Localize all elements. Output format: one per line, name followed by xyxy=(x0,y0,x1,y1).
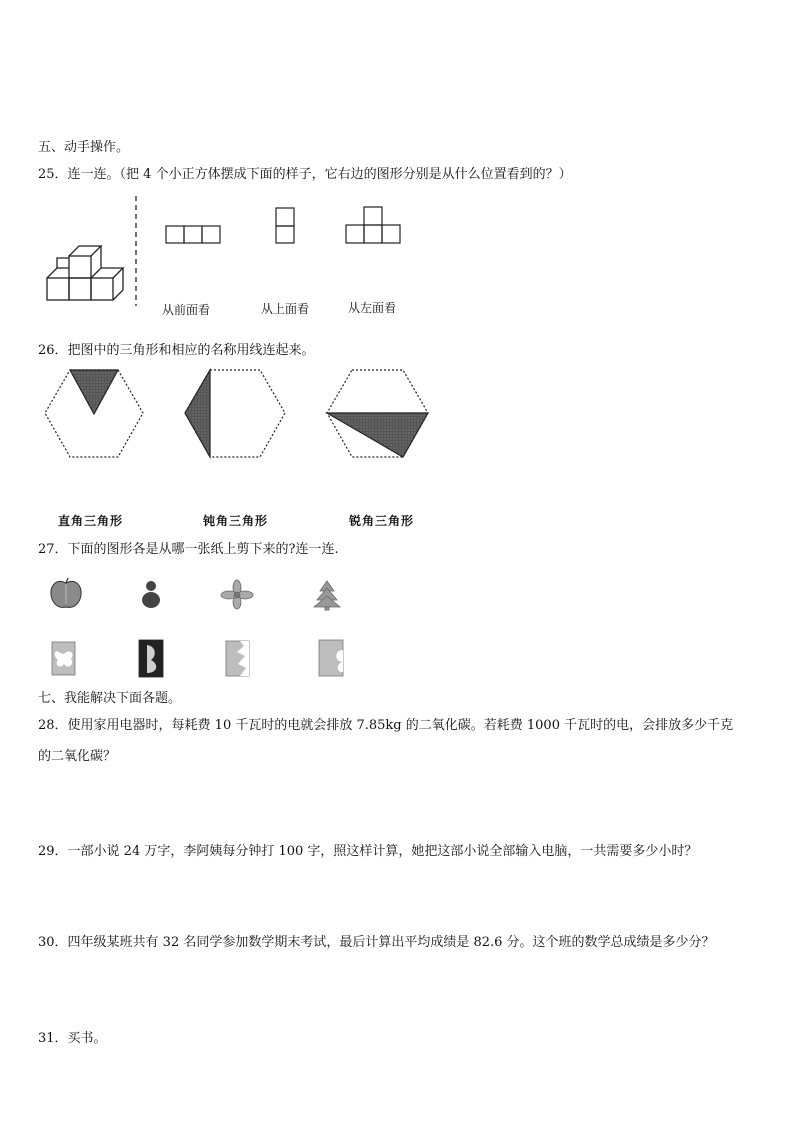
tree-icon xyxy=(314,581,340,610)
apple-icon xyxy=(51,578,81,607)
question-26-text: 26．把图中的三角形和相应的名称用线连起来。 xyxy=(38,343,315,358)
question-30-text: 30．四年级某班共有 32 名同学参加数学期末考试，最后计算出平均成绩是 82.6 分。这个班的数学总成绩是多少分？ xyxy=(38,935,715,950)
cut-paper-3 xyxy=(226,641,249,676)
flower-icon xyxy=(221,580,253,609)
gourd-icon xyxy=(142,581,160,608)
label-right-triangle: 直角三角形 xyxy=(58,514,124,528)
label-front-view: 从前面看 xyxy=(162,303,211,317)
question-29-text: 29．一部小说 24 万字，李阿姨每分钟打 100 字，照这样计算，她把这部小说全部输入电脑，一共需要多少小时？ xyxy=(38,844,698,859)
section-seven-heading: 七、我能解决下面各题。 xyxy=(38,691,182,706)
question-28-line-1: 28．使用家用电器时，每耗费 10 千瓦时的电就会排放 7.85kg 的二氧化碳。若耗费 1000 千瓦时的电，会排放多少千克 xyxy=(38,718,734,733)
cut-paper-1 xyxy=(52,642,75,675)
label-acute-triangle: 锐角三角形 xyxy=(349,514,415,528)
question-31-text: 31．买书。 xyxy=(38,1031,107,1046)
cut-paper-4 xyxy=(319,640,343,676)
cut-paper-2 xyxy=(139,640,163,677)
label-left-view: 从左面看 xyxy=(348,301,397,315)
label-top-view: 从上面看 xyxy=(261,302,310,316)
question-28-line-2: 的二氧化碳？ xyxy=(38,749,117,764)
question-27-text: 27．下面的图形各是从哪一张纸上剪下来的?连一连. xyxy=(38,542,339,557)
label-obtuse-triangle: 钝角三角形 xyxy=(203,514,269,528)
section-five-heading: 五、动手操作。 xyxy=(38,140,130,155)
question-25-text: 25．连一连。（把 4 个小正方体摆成下面的样子，它右边的图形分别是从什么位置看到的？） xyxy=(38,167,572,182)
